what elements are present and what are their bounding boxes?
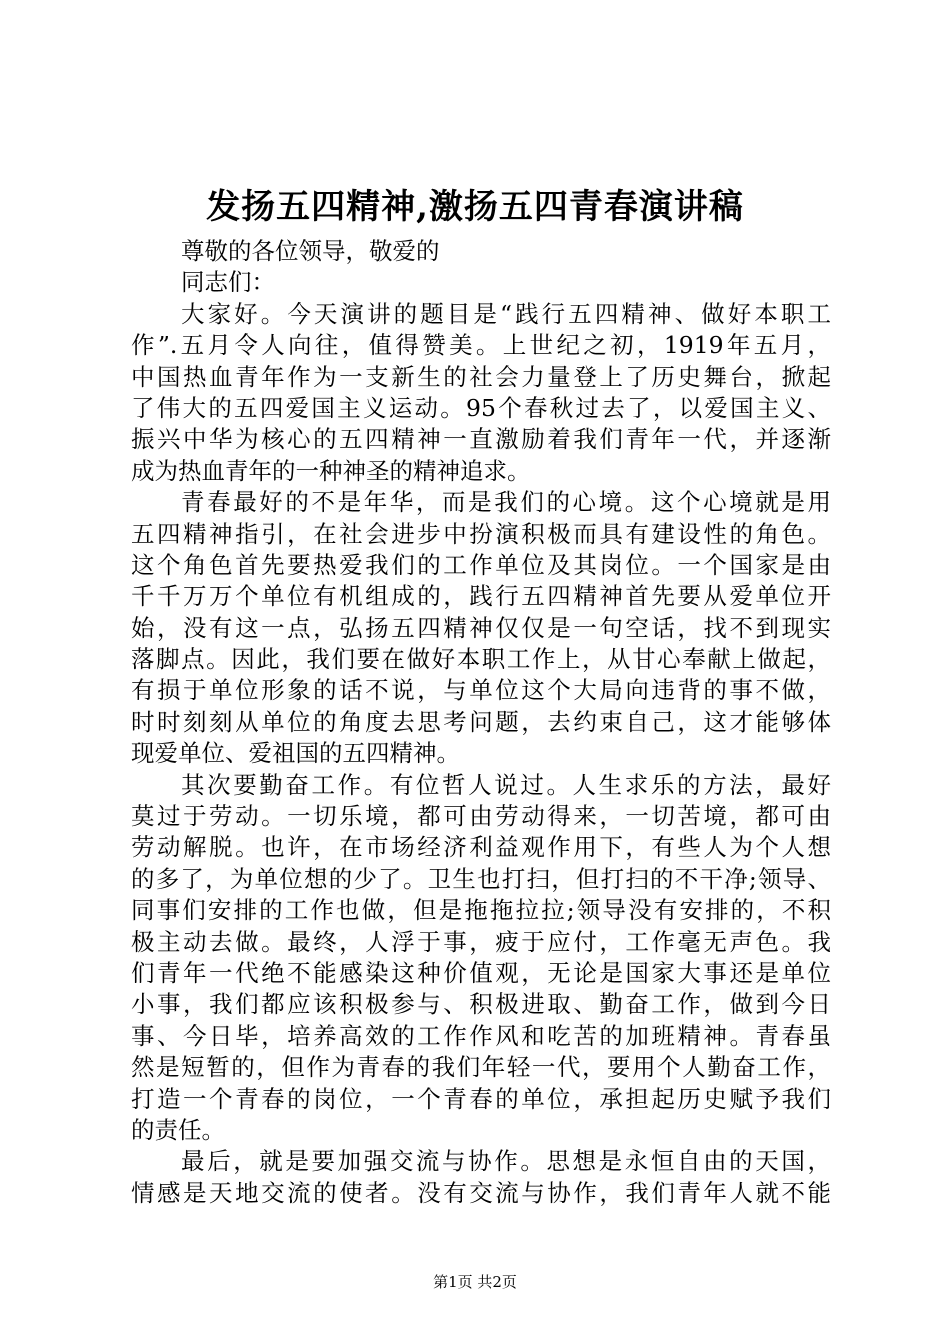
paragraph-line: 成为热血青年的一种神圣的精神追求。 <box>131 456 531 485</box>
paragraph-line: 现爱单位、爱祖国的五四精神。 <box>131 739 460 768</box>
document-title: 发扬五四精神,激扬五四青春演讲稿 <box>206 187 744 227</box>
paragraph-line: 这个角色首先要热爱我们的工作单位及其岗位。一个国家是由 <box>131 550 831 579</box>
paragraph-line: 时时刻刻从单位的角度去思考问题，去约束自己，这才能够体 <box>131 707 831 736</box>
paragraph-line: 振兴中华为核心的五四精神一直激励着我们青年一代，并逐渐 <box>131 425 831 454</box>
paragraph-line: 了伟大的五四爱国主义运动。95个春秋过去了，以爱国主义、 <box>131 393 831 422</box>
paragraph-line: 最后，就是要加强交流与协作。思想是永恒自由的天国， <box>181 1147 831 1176</box>
paragraph-line: 情感是天地交流的使者。没有交流与协作，我们青年人就不能 <box>131 1178 831 1207</box>
paragraph-line: 然是短暂的，但作为青春的我们年轻一代，要用个人勤奋工作， <box>131 1053 831 1082</box>
paragraph-line: 同事们安排的工作也做，但是拖拖拉拉;领导没有安排的，不积 <box>131 896 831 925</box>
paragraph-line: 的多了，为单位想的少了。卫生也打扫，但打扫的不干净;领导、 <box>131 864 831 893</box>
paragraph-line: 劳动解脱。也许，在市场经济利益观作用下，有些人为个人想 <box>131 833 831 862</box>
paragraph-line: 大家好。今天演讲的题目是“践行五四精神、做好本职工 <box>181 299 831 328</box>
paragraph-line: 作”.五月令人向往，值得赞美。上世纪之初，1919年五月， <box>131 331 831 360</box>
salutation-line: 同志们： <box>181 268 275 297</box>
paragraph-line: 中国热血青年作为一支新生的社会力量登上了历史舞台，掀起 <box>131 362 831 391</box>
salutation-line: 尊敬的各位领导，敬爱的 <box>181 237 440 265</box>
paragraph-line: 事、今日毕，培养高效的工作作风和吃苦的加班精神。青春虽 <box>131 1021 831 1050</box>
paragraph-line: 有损于单位形象的话不说，与单位这个大局向违背的事不做， <box>131 676 831 705</box>
page-number-footer: 第1页 共2页 <box>433 1273 517 1291</box>
paragraph-line: 们青年一代绝不能感染这种价值观，无论是国家大事还是单位 <box>131 958 831 987</box>
paragraph-line: 五四精神指引，在社会进步中扮演积极而具有建设性的角色。 <box>131 519 831 548</box>
paragraph-line: 打造一个青春的岗位，一个青春的单位，承担起历史赋予我们 <box>131 1084 831 1113</box>
paragraph-line: 极主动去做。最终，人浮于事，疲于应付，工作毫无声色。我 <box>131 927 831 956</box>
paragraph-line: 其次要勤奋工作。有位哲人说过。人生求乐的方法，最好 <box>181 770 831 799</box>
document-body <box>131 236 831 1209</box>
paragraph-line: 小事，我们都应该积极参与、积极进取、勤奋工作，做到今日 <box>131 990 831 1019</box>
paragraph-line: 莫过于劳动。一切乐境，都可由劳动得来，一切苦境，都可由 <box>131 802 831 831</box>
paragraph-line: 青春最好的不是年华，而是我们的心境。这个心境就是用 <box>181 488 831 517</box>
paragraph-line: 的责任。 <box>131 1115 225 1144</box>
paragraph-line: 千千万万个单位有机组成的，践行五四精神首先要从爱单位开 <box>131 582 831 611</box>
paragraph-line: 落脚点。因此，我们要在做好本职工作上，从甘心奉献上做起， <box>131 645 831 674</box>
paragraph-line: 始，没有这一点，弘扬五四精神仅仅是一句空话，找不到现实 <box>131 613 831 642</box>
